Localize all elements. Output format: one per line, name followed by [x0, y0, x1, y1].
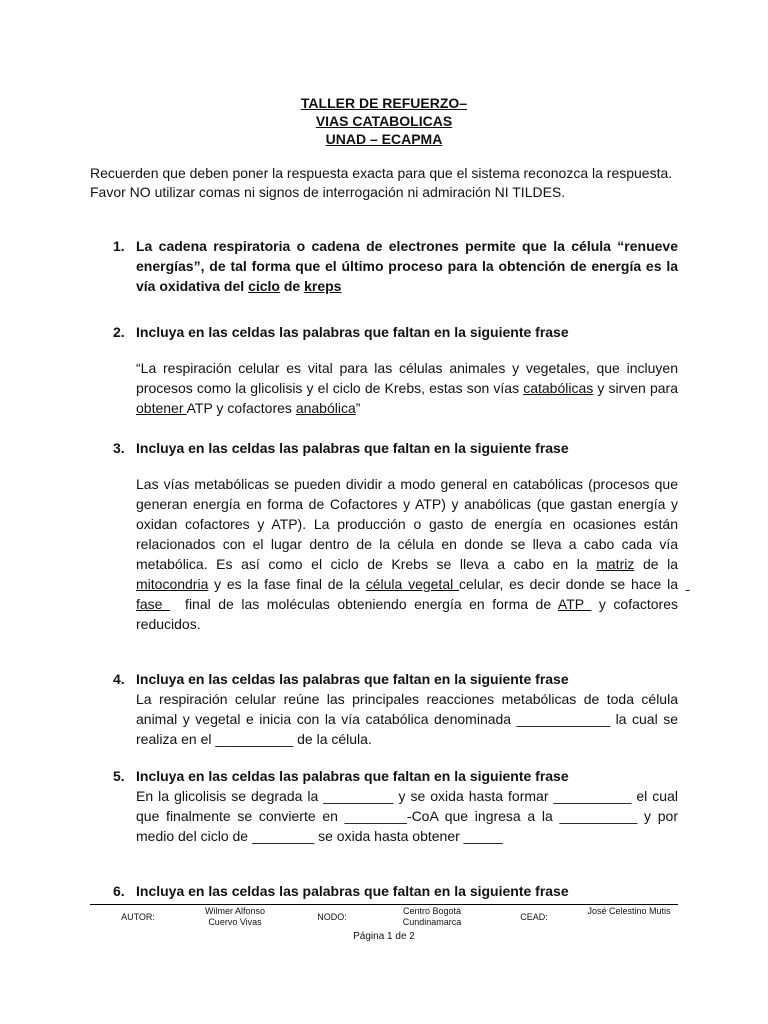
question-2	[113, 322, 678, 418]
question-text: de la	[634, 556, 678, 572]
question-4	[113, 669, 678, 749]
question-heading: Incluya en las celdas las palabras que faltan en la siguiente frase	[136, 324, 569, 340]
footer	[90, 906, 678, 930]
question-1-text	[136, 236, 678, 296]
question-3-body	[136, 474, 690, 634]
question-text: y es la fase final de la	[208, 576, 366, 592]
question-text: ATP y cofactores	[186, 400, 296, 416]
question-number: 3.	[113, 440, 125, 456]
question-number: 5.	[113, 768, 125, 784]
footer-divider	[90, 904, 678, 905]
question-3	[113, 438, 690, 634]
title-line-1: TALLER DE REFUERZO–	[300, 95, 468, 111]
answer-catabolicas: catabólicas	[523, 380, 594, 396]
title-line-3: UNAD – ECAPMA	[325, 131, 443, 147]
question-text: celular, es decir donde se hace la	[458, 576, 686, 592]
answer-atp: ATP	[557, 596, 592, 612]
question-heading: Incluya en las celdas las palabras que faltan en la siguiente frase	[136, 440, 569, 456]
footer-cead-value: José Celestino Mutis	[587, 906, 671, 916]
answer-matriz: matriz	[596, 556, 635, 572]
question-number: 1.	[113, 238, 125, 254]
question-text: “La respiración celular es vital para las células animales y vegetales, que incluyen procesos como la glicolisis y el ciclo de Krebs, estas son vías	[136, 360, 678, 396]
footer-nodo-value: Centro Bogotá Cundinamarca	[402, 906, 462, 927]
question-number: 4.	[113, 671, 125, 687]
footer-nodo-label: NODO:	[317, 912, 347, 922]
question-text: La cadena respiratoria o cadena de electrones permite que la célula “renueve energías”, de tal forma que el último proceso para la obtención de energía es la vía oxidativa del	[136, 238, 678, 294]
question-5-body: En la glicolisis se degrada la _________ y se oxida hasta formar __________ el cual que finalmente se convierte en ________-CoA que ingresa a la __________ y por medio del ciclo de ________ se oxida hasta obtener _____	[136, 788, 678, 844]
question-text: y sirven para	[593, 380, 678, 396]
title-line-2: VIAS CATABOLICAS	[315, 113, 453, 129]
question-1	[113, 236, 678, 296]
instructions-paragraph: Recuerden que deben poner la respuesta exacta para que el sistema reconozca la respuesta. Favor NO utilizar comas ni signos de interrogación ni admiración NI TILDES.	[90, 165, 673, 200]
answer-fase: fase	[136, 576, 690, 612]
question-heading: Incluya en las celdas las palabras que faltan en la siguiente frase	[136, 671, 569, 687]
footer-autor-value: Wilmer Alfonso Cuervo Vivas	[204, 906, 266, 927]
answer-celula-vegetal: célula vegetal	[365, 576, 459, 592]
question-text: y cofactores reducidos.	[136, 596, 682, 632]
page-number: Página 1 de 2	[353, 931, 415, 942]
question-5	[113, 766, 678, 846]
question-heading: Incluya en las celdas las palabras que faltan en la siguiente frase	[136, 883, 569, 899]
question-6	[113, 881, 678, 901]
question-text: final de las moléculas obteniendo energía en forma de	[170, 596, 558, 612]
footer-autor-label: AUTOR:	[121, 912, 155, 922]
question-number: 2.	[113, 324, 125, 340]
question-number: 6.	[113, 883, 125, 899]
question-4-body: La respiración celular reúne las principales reacciones metabólicas de toda célula animal y vegetal e inicia con la vía catabólica denominada ____________ la cual se realiza en el __________ de la célula.	[136, 691, 678, 747]
question-text: de	[279, 278, 305, 294]
answer-ciclo: ciclo	[248, 278, 280, 294]
question-text: Las vías metabólicas se pueden dividir a modo general en catabólicas (procesos que generan energía en forma de Cofactores y ATP) y anabólicas (que gastan energía y oxidan cofactores y ATP). La producción o gasto de energía en ocasiones están relacionados con el lugar dentro de la célula en donde se lleva a cabo cada vía metabólica. Es así como el ciclo de Krebs se lleva a cabo en la	[136, 476, 678, 572]
question-text: ”	[355, 400, 361, 416]
answer-obtener: obtener	[136, 400, 187, 416]
answer-mitocondria: mitocondria	[136, 576, 209, 592]
footer-cead-label: CEAD:	[520, 912, 548, 922]
question-2-body	[136, 358, 678, 418]
question-heading: Incluya en las celdas las palabras que faltan en la siguiente frase	[136, 768, 569, 784]
answer-kreps: kreps	[304, 278, 342, 294]
answer-anabolica: anabólica	[295, 400, 356, 416]
